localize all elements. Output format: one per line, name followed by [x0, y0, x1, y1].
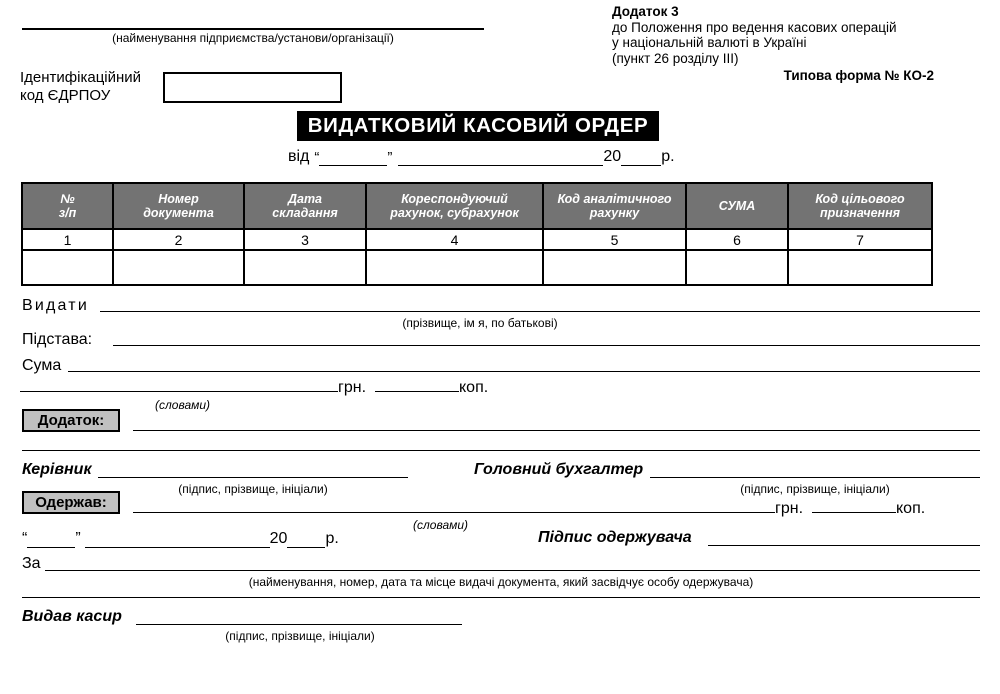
- za-field-line-2[interactable]: [22, 597, 980, 598]
- pidpys-oderzhuvacha-label: Підпис одержувача: [538, 529, 692, 546]
- appendix-title: Додаток 3: [612, 4, 679, 19]
- col-number-4: 4: [366, 229, 543, 250]
- cell-col-2[interactable]: [113, 250, 244, 285]
- document-date-line: [288, 148, 708, 166]
- table-row: [22, 250, 932, 285]
- pidpys-oderzhuvacha-field[interactable]: [708, 545, 980, 546]
- header-line-1: Дата: [287, 192, 323, 206]
- date-month-field[interactable]: [398, 152, 603, 166]
- col-number-1: 1: [22, 229, 113, 250]
- dodatok-label: Додаток:: [37, 412, 105, 429]
- col-number-7: 7: [788, 229, 932, 250]
- edrpou-input-box[interactable]: [163, 72, 342, 103]
- pidstava-field[interactable]: [113, 345, 980, 346]
- table-header-col-4: [366, 183, 543, 229]
- kerivnyk-caption: (підпис, прізвище, ініціали): [178, 482, 328, 496]
- cell-col-5[interactable]: [543, 250, 686, 285]
- receipt-year-prefix: 20: [269, 530, 288, 547]
- header-line-1: Номер: [158, 192, 199, 206]
- za-caption: (найменування, номер, дата та місце видачі документа, який засвідчує особу одержувача): [248, 575, 754, 589]
- kasyr-caption: (підпис, прізвище, ініціали): [225, 629, 375, 643]
- za-field[interactable]: [45, 570, 980, 571]
- document-title: ВИДАТКОВИЙ КАСОВИЙ ОРДЕР: [307, 114, 649, 137]
- edrpou-label-line-2: код ЄДРПОУ: [20, 87, 111, 104]
- kasyr-label: Видав касир: [22, 608, 122, 625]
- suma-field[interactable]: [68, 371, 980, 372]
- dodatok-field-line-2[interactable]: [22, 450, 980, 451]
- receipt-date-line: [22, 530, 339, 548]
- organization-name-caption: (найменування підприємства/установи/організації): [112, 31, 394, 45]
- oderzhav-slovamy-caption: (словами): [413, 518, 469, 532]
- document-title-banner: [297, 111, 659, 141]
- date-prefix: від: [288, 148, 310, 165]
- date-year-prefix: 20: [603, 148, 622, 165]
- suma-kop-field[interactable]: [375, 391, 459, 392]
- edrpou-label: [20, 69, 141, 105]
- oderzhav-field[interactable]: [133, 512, 775, 513]
- suma-slovamy-caption: (словами): [155, 398, 211, 412]
- appendix-line-3: у національній валюті в Україні: [612, 35, 807, 50]
- buhgalter-label: Головний бухгалтер: [474, 461, 644, 478]
- kerivnyk-signature-field[interactable]: [98, 477, 408, 478]
- appendix-reference-block: [612, 4, 992, 84]
- suma-words-field[interactable]: [20, 391, 338, 392]
- oderzhav-hrn-label: грн.: [775, 500, 804, 517]
- header-line-1: СУМА: [718, 199, 756, 213]
- suma-label: Сума: [22, 357, 62, 374]
- suma-kop-label: коп.: [459, 379, 489, 396]
- col-number-2: 2: [113, 229, 244, 250]
- receipt-quote-open: “: [22, 530, 28, 547]
- edrpou-label-line-1: Ідентифікаційний: [20, 69, 142, 86]
- col-number-3: 3: [244, 229, 366, 250]
- receipt-day-field[interactable]: [27, 534, 75, 548]
- cell-col-6[interactable]: [686, 250, 788, 285]
- header-line-1: Код цільового: [815, 192, 905, 206]
- appendix-line-2: до Положення про ведення касових операцій: [612, 19, 897, 35]
- suma-hrn-label: грн.: [338, 379, 367, 396]
- appendix-line-4: (пункт 26 розділу III): [612, 50, 739, 66]
- table-header-col-3: [244, 183, 366, 229]
- accounting-entry-table: [21, 182, 933, 286]
- kerivnyk-label: Керівник: [22, 461, 92, 478]
- kasyr-signature-field[interactable]: [136, 624, 462, 625]
- cell-col-4[interactable]: [366, 250, 543, 285]
- header-line-2: документа: [143, 206, 214, 220]
- vydaty-label: Видати: [22, 297, 89, 314]
- header-line-1: Код аналітичного: [557, 192, 672, 206]
- table-header-col-5: [543, 183, 686, 229]
- za-label: За: [22, 555, 41, 572]
- vydaty-caption: (прізвище, ім я, по батькові): [402, 316, 558, 330]
- table-header-col-1: [22, 183, 113, 229]
- oderzhav-kop-label: коп.: [896, 500, 926, 517]
- organization-name-field[interactable]: [22, 28, 484, 30]
- table-header-col-6: [686, 183, 788, 229]
- pidstava-label: Підстава:: [22, 331, 93, 348]
- date-year-suffix: р.: [661, 148, 675, 165]
- date-day-field[interactable]: [319, 152, 387, 166]
- oderzhav-label: Одержав:: [35, 494, 107, 511]
- receipt-month-field[interactable]: [85, 534, 270, 548]
- header-line-2: з/п: [58, 206, 77, 220]
- table-column-number-row: [22, 229, 932, 250]
- cell-col-7[interactable]: [788, 250, 932, 285]
- cell-col-3[interactable]: [244, 250, 366, 285]
- buhgalter-caption: (підпис, прізвище, ініціали): [740, 482, 890, 496]
- dodatok-field[interactable]: [133, 430, 980, 431]
- date-quote-close: ”: [387, 149, 393, 166]
- table-header-row: [22, 183, 932, 229]
- header-line-1: №: [60, 192, 75, 206]
- oderzhav-label-box: [22, 491, 120, 514]
- col-number-6: 6: [686, 229, 788, 250]
- date-quote-open: “: [314, 149, 320, 166]
- table-header-col-7: [788, 183, 932, 229]
- receipt-year-field[interactable]: [287, 534, 325, 548]
- dodatok-label-box: [22, 409, 120, 432]
- receipt-quote-close: ”: [75, 530, 81, 547]
- form-number: Типова форма № КО-2: [783, 68, 934, 83]
- col-number-5: 5: [543, 229, 686, 250]
- receipt-year-suffix: р.: [325, 530, 339, 547]
- vydaty-field[interactable]: [100, 311, 980, 312]
- table-header-col-2: [113, 183, 244, 229]
- header-line-2: складання: [272, 206, 338, 220]
- header-line-2: призначення: [819, 206, 900, 220]
- date-year-field[interactable]: [621, 152, 661, 166]
- buhgalter-signature-field[interactable]: [650, 477, 980, 478]
- header-line-2: рахунку: [589, 206, 640, 220]
- oderzhav-kop-field[interactable]: [812, 512, 896, 513]
- header-line-1: Кореспондуючий: [401, 192, 508, 206]
- header-line-2: рахунок, субрахунок: [390, 206, 519, 220]
- cell-col-1[interactable]: [22, 250, 113, 285]
